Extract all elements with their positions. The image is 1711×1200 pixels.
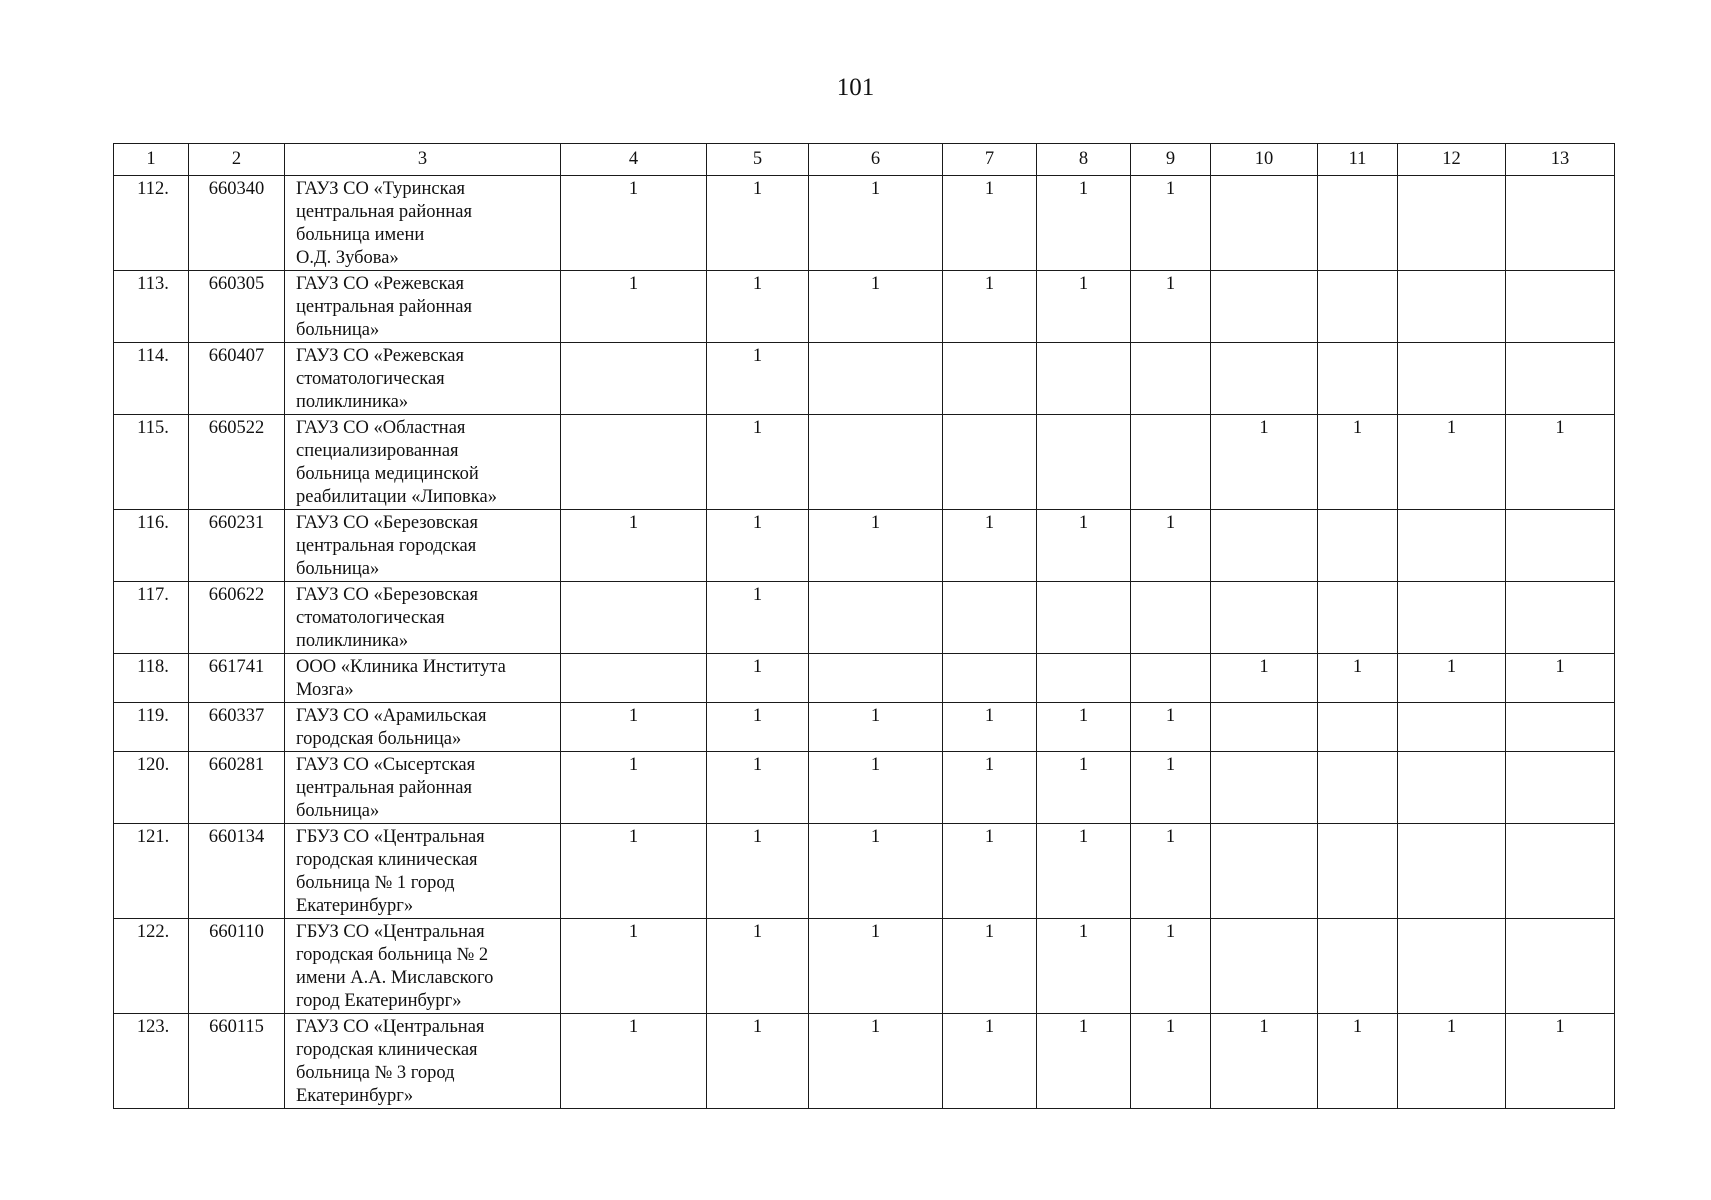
mark-cell-col-4	[561, 343, 707, 415]
mark-cell-col-13: 1	[1506, 415, 1615, 510]
organization-name-line: больница имени	[296, 225, 425, 245]
mark-cell-col-9: 1	[1131, 510, 1211, 582]
organization-name-line: ГАУЗ СО «Туринская	[296, 179, 466, 199]
organization-name	[285, 703, 561, 752]
mark-cell-col-12	[1398, 271, 1506, 343]
row-number: 116.	[114, 510, 189, 582]
table-row	[114, 919, 1615, 1014]
mark-cell-col-13	[1506, 343, 1615, 415]
organization-name-line: ООО «Клиника Института	[296, 657, 506, 677]
mark-cell-col-13	[1506, 703, 1615, 752]
mark-cell-col-4	[561, 415, 707, 510]
organization-name-line: больница № 1 город	[296, 873, 455, 893]
organization-name-line: реабилитации «Липовка»	[296, 487, 497, 507]
mark-cell-col-7	[943, 582, 1037, 654]
mark-cell-col-6: 1	[809, 752, 943, 824]
column-header-4: 4	[561, 144, 707, 176]
organization-name-line: ГАУЗ СО «Арамильская	[296, 706, 487, 726]
column-header-2: 2	[189, 144, 285, 176]
mark-cell-col-9	[1131, 343, 1211, 415]
mark-cell-col-9: 1	[1131, 824, 1211, 919]
mark-cell-col-9	[1131, 415, 1211, 510]
mark-cell-col-4: 1	[561, 919, 707, 1014]
organization-name	[285, 510, 561, 582]
row-number: 115.	[114, 415, 189, 510]
mark-cell-col-6: 1	[809, 824, 943, 919]
organization-name-line: ГАУЗ СО «Сысертская	[296, 755, 476, 775]
mark-cell-col-7	[943, 343, 1037, 415]
mark-cell-col-10	[1211, 510, 1318, 582]
header-row	[114, 144, 1615, 176]
mark-cell-col-7: 1	[943, 919, 1037, 1014]
organization-name	[285, 752, 561, 824]
mark-cell-col-12	[1398, 703, 1506, 752]
table-row	[114, 271, 1615, 343]
mark-cell-col-12	[1398, 752, 1506, 824]
table-row	[114, 582, 1615, 654]
mark-cell-col-12	[1398, 582, 1506, 654]
mark-cell-col-9: 1	[1131, 703, 1211, 752]
mark-cell-col-7: 1	[943, 752, 1037, 824]
mark-cell-col-9	[1131, 654, 1211, 703]
table-row	[114, 510, 1615, 582]
mark-cell-col-5: 1	[707, 271, 809, 343]
organization-name-line: городская больница»	[296, 729, 462, 749]
organization-name-line: специализированная	[296, 441, 459, 461]
organization-name	[285, 271, 561, 343]
mark-cell-col-4: 1	[561, 752, 707, 824]
mark-cell-col-8: 1	[1037, 1014, 1131, 1109]
mark-cell-col-11	[1318, 343, 1398, 415]
mark-cell-col-5: 1	[707, 919, 809, 1014]
mark-cell-col-8: 1	[1037, 271, 1131, 343]
table-row	[114, 343, 1615, 415]
mark-cell-col-8: 1	[1037, 510, 1131, 582]
mark-cell-col-10	[1211, 176, 1318, 271]
mark-cell-col-8: 1	[1037, 176, 1131, 271]
column-header-13: 13	[1506, 144, 1615, 176]
mark-cell-col-7: 1	[943, 510, 1037, 582]
row-number: 113.	[114, 271, 189, 343]
organization-code: 660522	[189, 415, 285, 510]
mark-cell-col-4	[561, 654, 707, 703]
organization-name	[285, 582, 561, 654]
organization-code: 660305	[189, 271, 285, 343]
table-row	[114, 1014, 1615, 1109]
mark-cell-col-11	[1318, 703, 1398, 752]
mark-cell-col-5: 1	[707, 654, 809, 703]
column-header-3: 3	[285, 144, 561, 176]
mark-cell-col-13: 1	[1506, 1014, 1615, 1109]
organization-name-line: ГБУЗ СО «Центральная	[296, 922, 485, 942]
organization-name-line: Мозга»	[296, 680, 354, 700]
mark-cell-col-7	[943, 415, 1037, 510]
mark-cell-col-11: 1	[1318, 415, 1398, 510]
mark-cell-col-10	[1211, 343, 1318, 415]
table-row	[114, 415, 1615, 510]
organization-code: 660115	[189, 1014, 285, 1109]
column-header-5: 5	[707, 144, 809, 176]
mark-cell-col-5: 1	[707, 1014, 809, 1109]
organization-name-line: центральная городская	[296, 536, 477, 556]
mark-cell-col-6: 1	[809, 176, 943, 271]
organization-code: 660407	[189, 343, 285, 415]
mark-cell-col-12	[1398, 176, 1506, 271]
mark-cell-col-11	[1318, 752, 1398, 824]
table-row	[114, 654, 1615, 703]
mark-cell-col-10	[1211, 703, 1318, 752]
mark-cell-col-10: 1	[1211, 415, 1318, 510]
row-number: 119.	[114, 703, 189, 752]
organization-name-line: центральная районная	[296, 202, 472, 222]
mark-cell-col-4: 1	[561, 1014, 707, 1109]
organization-name	[285, 176, 561, 271]
mark-cell-col-7: 1	[943, 824, 1037, 919]
mark-cell-col-11	[1318, 176, 1398, 271]
mark-cell-col-9: 1	[1131, 176, 1211, 271]
mark-cell-col-7: 1	[943, 271, 1037, 343]
mark-cell-col-12	[1398, 343, 1506, 415]
mark-cell-col-5: 1	[707, 415, 809, 510]
column-header-8: 8	[1037, 144, 1131, 176]
mark-cell-col-8: 1	[1037, 824, 1131, 919]
row-number: 118.	[114, 654, 189, 703]
column-header-9: 9	[1131, 144, 1211, 176]
organization-name-line: О.Д. Зубова»	[296, 248, 399, 268]
mark-cell-col-13	[1506, 510, 1615, 582]
table-row	[114, 176, 1615, 271]
organization-code: 660340	[189, 176, 285, 271]
mark-cell-col-9: 1	[1131, 271, 1211, 343]
column-header-1: 1	[114, 144, 189, 176]
row-number: 117.	[114, 582, 189, 654]
mark-cell-col-7: 1	[943, 176, 1037, 271]
mark-cell-col-6: 1	[809, 919, 943, 1014]
mark-cell-col-13	[1506, 824, 1615, 919]
mark-cell-col-8: 1	[1037, 752, 1131, 824]
mark-cell-col-10	[1211, 919, 1318, 1014]
column-header-11: 11	[1318, 144, 1398, 176]
mark-cell-col-4: 1	[561, 824, 707, 919]
row-number: 121.	[114, 824, 189, 919]
mark-cell-col-9	[1131, 582, 1211, 654]
mark-cell-col-6: 1	[809, 510, 943, 582]
organization-name	[285, 343, 561, 415]
mark-cell-col-9: 1	[1131, 919, 1211, 1014]
organization-name-line: поликлиника»	[296, 392, 409, 412]
mark-cell-col-10	[1211, 752, 1318, 824]
organization-code: 660281	[189, 752, 285, 824]
mark-cell-col-9: 1	[1131, 1014, 1211, 1109]
organization-name-line: ГАУЗ СО «Режевская	[296, 346, 465, 366]
mark-cell-col-6: 1	[809, 703, 943, 752]
mark-cell-col-6: 1	[809, 1014, 943, 1109]
mark-cell-col-10: 1	[1211, 654, 1318, 703]
mark-cell-col-13	[1506, 582, 1615, 654]
mark-cell-col-12: 1	[1398, 654, 1506, 703]
organization-name-line: ГАУЗ СО «Областная	[296, 418, 466, 438]
mark-cell-col-12	[1398, 824, 1506, 919]
organization-code: 660134	[189, 824, 285, 919]
mark-cell-col-8: 1	[1037, 919, 1131, 1014]
organization-name-line: ГАУЗ СО «Березовская	[296, 513, 478, 533]
organization-code: 660231	[189, 510, 285, 582]
mark-cell-col-5: 1	[707, 824, 809, 919]
table-row	[114, 752, 1615, 824]
mark-cell-col-11: 1	[1318, 1014, 1398, 1109]
organization-name-line: городская клиническая	[296, 850, 478, 870]
mark-cell-col-4: 1	[561, 703, 707, 752]
row-number: 114.	[114, 343, 189, 415]
mark-cell-col-7: 1	[943, 1014, 1037, 1109]
mark-cell-col-8	[1037, 654, 1131, 703]
organization-name-line: Екатеринбург»	[296, 896, 414, 916]
organization-name-line: ГБУЗ СО «Центральная	[296, 827, 485, 847]
column-header-10: 10	[1211, 144, 1318, 176]
organization-name-line: городская клиническая	[296, 1040, 478, 1060]
table-row	[114, 824, 1615, 919]
table-row	[114, 703, 1615, 752]
organization-name-line: город Екатеринбург»	[296, 991, 462, 1011]
organization-code: 660622	[189, 582, 285, 654]
mark-cell-col-12: 1	[1398, 415, 1506, 510]
mark-cell-col-10	[1211, 582, 1318, 654]
mark-cell-col-10: 1	[1211, 1014, 1318, 1109]
mark-cell-col-12	[1398, 919, 1506, 1014]
organization-name	[285, 654, 561, 703]
mark-cell-col-8	[1037, 415, 1131, 510]
mark-cell-col-6	[809, 343, 943, 415]
data-table	[113, 143, 1615, 1109]
column-header-12: 12	[1398, 144, 1506, 176]
mark-cell-col-10	[1211, 271, 1318, 343]
organization-name	[285, 919, 561, 1014]
mark-cell-col-11: 1	[1318, 654, 1398, 703]
table-body	[114, 176, 1615, 1109]
mark-cell-col-5: 1	[707, 343, 809, 415]
organization-name-line: поликлиника»	[296, 631, 409, 651]
mark-cell-col-6: 1	[809, 271, 943, 343]
mark-cell-col-12	[1398, 510, 1506, 582]
organization-name-line: стоматологическая	[296, 369, 445, 389]
mark-cell-col-12: 1	[1398, 1014, 1506, 1109]
mark-cell-col-11	[1318, 510, 1398, 582]
organization-name-line: ГАУЗ СО «Березовская	[296, 585, 478, 605]
mark-cell-col-5: 1	[707, 582, 809, 654]
mark-cell-col-10	[1211, 824, 1318, 919]
mark-cell-col-7: 1	[943, 703, 1037, 752]
organization-name-line: стоматологическая	[296, 608, 445, 628]
organization-name-line: имени А.А. Миславского	[296, 968, 494, 988]
mark-cell-col-8: 1	[1037, 703, 1131, 752]
organization-name-line: центральная районная	[296, 297, 472, 317]
mark-cell-col-4	[561, 582, 707, 654]
organization-name-line: ГАУЗ СО «Центральная	[296, 1017, 485, 1037]
mark-cell-col-11	[1318, 582, 1398, 654]
mark-cell-col-13	[1506, 752, 1615, 824]
organization-name-line: центральная районная	[296, 778, 472, 798]
organization-name-line: больница»	[296, 801, 380, 821]
organization-name-line: ГАУЗ СО «Режевская	[296, 274, 465, 294]
organization-name-line: больница»	[296, 320, 380, 340]
mark-cell-col-4: 1	[561, 176, 707, 271]
mark-cell-col-6	[809, 582, 943, 654]
organization-code: 660337	[189, 703, 285, 752]
column-header-6: 6	[809, 144, 943, 176]
mark-cell-col-9: 1	[1131, 752, 1211, 824]
row-number: 112.	[114, 176, 189, 271]
page-number: 101	[836, 74, 875, 101]
mark-cell-col-8	[1037, 343, 1131, 415]
organization-name	[285, 415, 561, 510]
organization-name-line: больница»	[296, 559, 380, 579]
organization-name	[285, 824, 561, 919]
organization-name-line: больница № 3 город	[296, 1063, 455, 1083]
organization-name	[285, 1014, 561, 1109]
mark-cell-col-13	[1506, 271, 1615, 343]
mark-cell-col-5: 1	[707, 176, 809, 271]
mark-cell-col-13: 1	[1506, 654, 1615, 703]
mark-cell-col-11	[1318, 271, 1398, 343]
organization-code: 660110	[189, 919, 285, 1014]
mark-cell-col-4: 1	[561, 510, 707, 582]
mark-cell-col-6	[809, 415, 943, 510]
mark-cell-col-13	[1506, 919, 1615, 1014]
column-header-7: 7	[943, 144, 1037, 176]
organization-name-line: больница медицинской	[296, 464, 479, 484]
mark-cell-col-13	[1506, 176, 1615, 271]
row-number: 123.	[114, 1014, 189, 1109]
mark-cell-col-11	[1318, 824, 1398, 919]
row-number: 122.	[114, 919, 189, 1014]
organization-name-line: городская больница № 2	[296, 945, 489, 965]
mark-cell-col-5: 1	[707, 752, 809, 824]
mark-cell-col-11	[1318, 919, 1398, 1014]
mark-cell-col-6	[809, 654, 943, 703]
mark-cell-col-7	[943, 654, 1037, 703]
organization-name-line: Екатеринбург»	[296, 1086, 414, 1106]
mark-cell-col-5: 1	[707, 703, 809, 752]
mark-cell-col-8	[1037, 582, 1131, 654]
mark-cell-col-5: 1	[707, 510, 809, 582]
organization-code: 661741	[189, 654, 285, 703]
mark-cell-col-4: 1	[561, 271, 707, 343]
row-number: 120.	[114, 752, 189, 824]
